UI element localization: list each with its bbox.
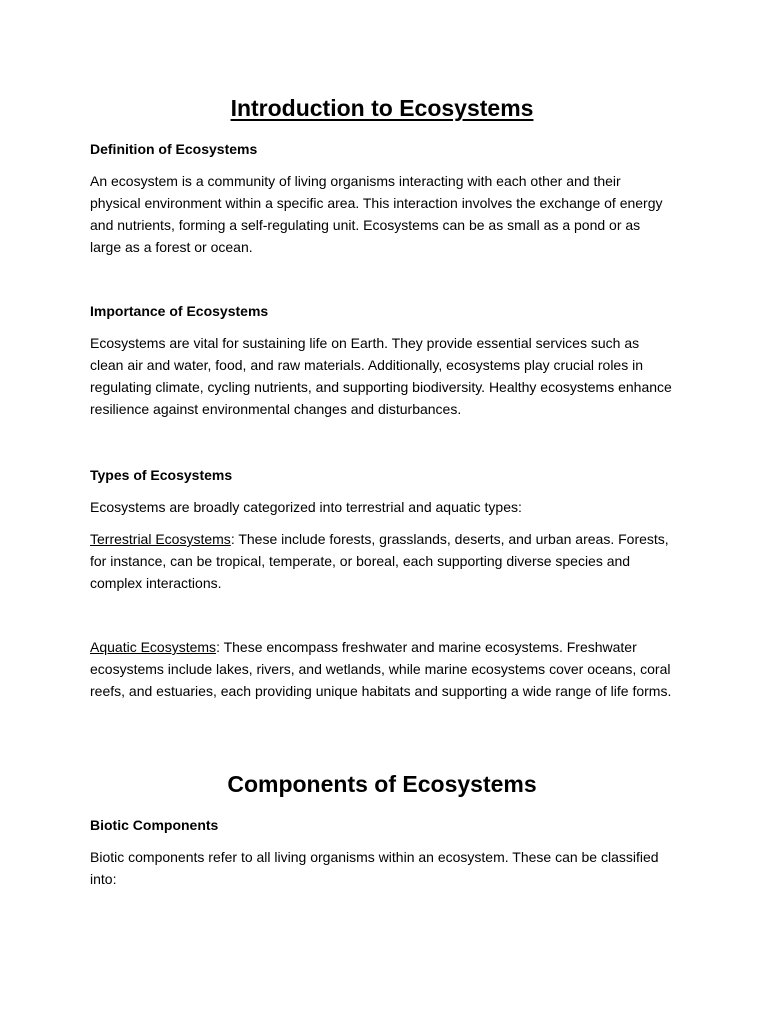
terrestrial-description: : These include forests, grasslands, deserts, and urban areas. Forests, for instance, can be tropical, temperate, or boreal, each supporting diverse species and complex interactions. [90, 531, 669, 591]
section-title-components: Components of Ecosystems [227, 771, 537, 797]
term-terrestrial-ecosystems: Terrestrial Ecosystems [90, 531, 231, 547]
document-title [90, 94, 674, 122]
aquatic-description: : These encompass freshwater and marine ecosystems. Freshwater ecosystems include lakes, rivers, and wetlands, while marine ecosystems cover oceans, coral reefs, and estuaries, each providing unique habitats and supporting a wide range of life forms. [90, 639, 672, 699]
paragraph-importance: Ecosystems are vital for sustaining life on Earth. They provide essential services such as clean air and water, food, and raw materials. Additionally, ecosystems play crucial roles in regulating climate, cycling nutrients, and supporting biodiversity. Healthy ecosystems enhance resilience against environmental changes and disturbances. [90, 335, 672, 417]
section-heading-importance: Importance of Ecosystems [90, 303, 269, 319]
paragraph-types-intro: Ecosystems are broadly categorized into terrestrial and aquatic types: [90, 499, 522, 515]
term-aquatic-ecosystems: Aquatic Ecosystems [90, 639, 217, 655]
paragraph-biotic: Biotic components refer to all living organisms within an ecosystem. These can be classified into: [90, 849, 659, 887]
section-heading-biotic: Biotic Components [90, 817, 219, 833]
section-heading-types: Types of Ecosystems [90, 467, 233, 483]
paragraph-terrestrial [90, 528, 674, 594]
section-heading-definition: Definition of Ecosystems [90, 141, 258, 157]
paragraph-definition: An ecosystem is a community of living organisms interacting with each other and their physical environment within a specific area. This interaction involves the exchange of energy and nutrients, forming a self-regulating unit. Ecosystems can be as small as a pond or as large as a forest or ocean. [90, 173, 663, 255]
document-title-text: Introduction to Ecosystems [230, 95, 534, 121]
paragraph-aquatic [90, 636, 674, 702]
